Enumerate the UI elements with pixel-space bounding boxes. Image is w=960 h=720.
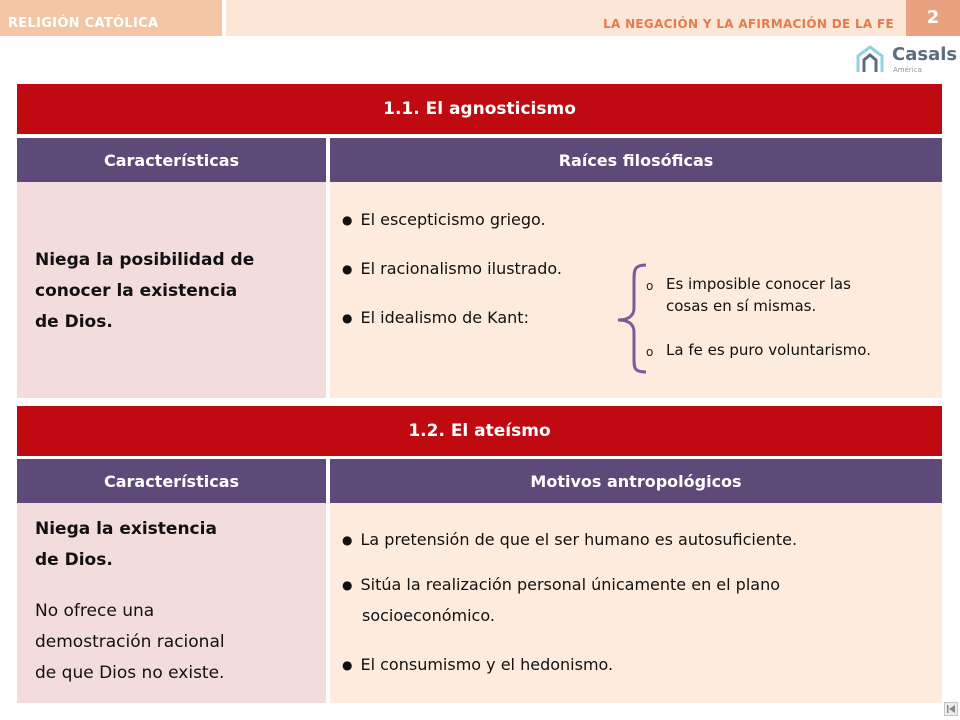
topic-label: LA NEGACIÓN Y LA AFIRMACIÓN DE LA FE (226, 0, 906, 36)
section1-left-text: Niega la posibilidad de conocer la existencia de Dios. (35, 250, 255, 332)
section2-bullet-1: ● La pretensión de que el ser humano es autosuficiente. (342, 530, 797, 549)
section2-col-right-header: Motivos antropológicos (330, 459, 942, 503)
nav-first-button[interactable] (944, 702, 958, 716)
section1-col-right-header: Raíces filosóficas (330, 138, 942, 182)
page-number: 2 (906, 0, 960, 36)
section2-bullet-2: ● Sitúa la realización personal únicamente en el plano (342, 575, 780, 594)
section1-bullet-3: ● El idealismo de Kant: (342, 308, 529, 327)
section2-bullet-3: ● El consumismo y el hedonismo. (342, 655, 613, 674)
section2-col-left-header: Características (17, 459, 326, 503)
nav-first-icon (945, 703, 957, 715)
section2-title: 1.2. El ateísmo (17, 406, 942, 456)
logo-name: Casals (892, 44, 958, 65)
subject-label: RELIGIÓN CATÓLICA (0, 0, 222, 36)
kant-point-1: o Es imposible conocer las cosas en sí mismas. (646, 275, 851, 315)
kant-point-2: o La fe es puro voluntarismo. (646, 341, 871, 359)
logo-subtitle: América (893, 66, 922, 74)
section2-bullet-2-cont: socioeconómico. (362, 606, 495, 625)
section2-left-text: No ofrece una demostración racional de que Dios no existe. (35, 601, 225, 683)
curly-brace-icon (614, 262, 650, 374)
section1-bullet-1: ● El escepticismo griego. (342, 210, 546, 229)
section1-bullet-2: ● El racionalismo ilustrado. (342, 259, 562, 278)
section1-title: 1.1. El agnosticismo (17, 84, 942, 134)
section2-left-bold-text: Niega la existencia de Dios. (35, 519, 217, 570)
section1-col-left-header: Características (17, 138, 326, 182)
